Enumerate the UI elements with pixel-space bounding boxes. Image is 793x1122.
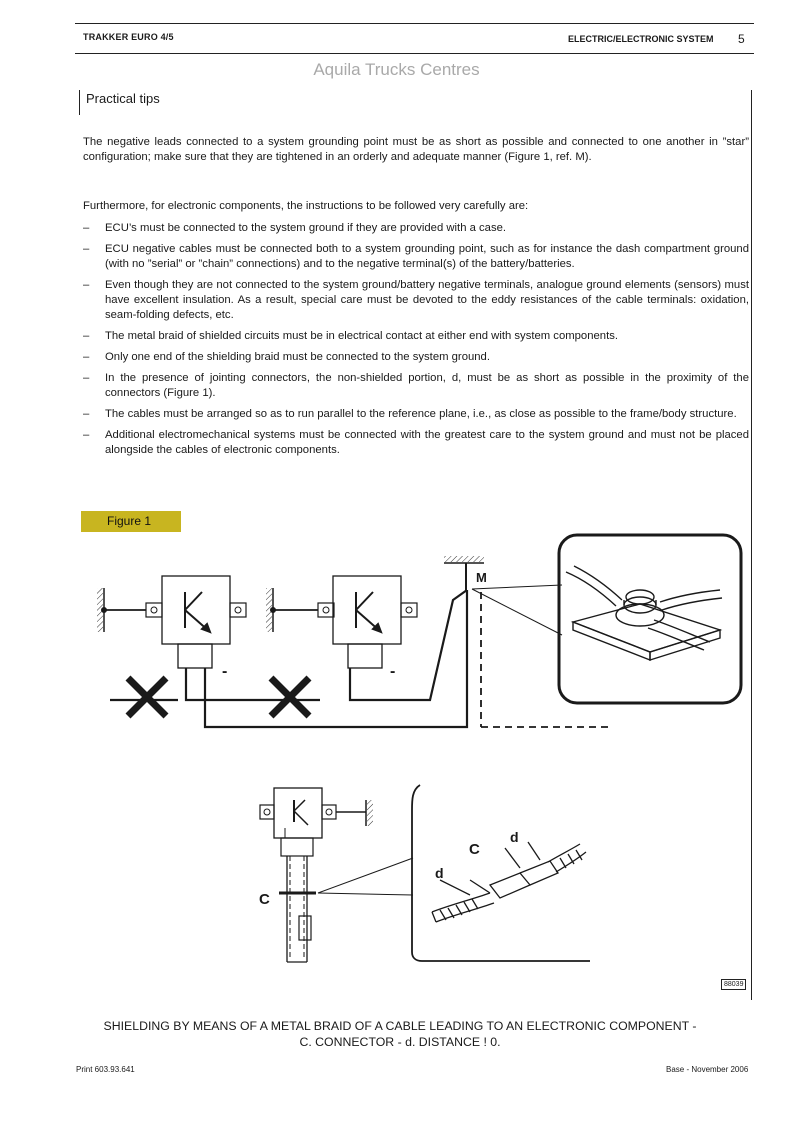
- bullet-dash: –: [83, 429, 90, 441]
- figure-label: Figure 1: [81, 511, 181, 532]
- ref-c-label-detail: C: [469, 841, 480, 858]
- header-doc-title: TRAKKER EURO 4/5: [83, 32, 174, 42]
- footer-print-code: Print 603.93.641: [76, 1065, 135, 1074]
- tip-text: In the presence of jointing connectors, the non-shielded portion, d, must be as short as possible in the proximity of the connectors (Figure 1).: [105, 372, 749, 399]
- ref-d-label-bottom: d: [435, 865, 444, 881]
- minus-sign-1: -: [222, 663, 228, 680]
- watermark: Aquila Trucks Centres: [313, 60, 480, 79]
- no-chain-cross-1: [128, 678, 166, 716]
- ref-m-label: M: [476, 570, 487, 585]
- caption-line-2: C. CONNECTOR - d. DISTANCE ! 0.: [299, 1035, 501, 1049]
- bullet-dash: –: [83, 408, 90, 420]
- bullet-dash: –: [83, 330, 90, 342]
- tip-text: Additional electromechanical systems must be connected with the greatest care to the system ground and must not be placed alongside the cables of electronic components.: [105, 429, 749, 456]
- connector-detail: [432, 842, 586, 922]
- figure-code: 88039: [721, 979, 746, 990]
- ground-hatch-m: [444, 556, 484, 562]
- caption-line-1: SHIELDING BY MEANS OF A METAL BRAID OF A CABLE LEADING TO AN ELECTRONIC COMPONENT -: [103, 1019, 697, 1033]
- tip-text: The cables must be arranged so as to run parallel to the reference plane, i.e., as close as possible to the frame/body structure.: [105, 408, 737, 420]
- ecu-module-2: [318, 576, 417, 668]
- ref-c-label-left: C: [259, 891, 270, 908]
- bullet-dash: –: [83, 243, 90, 255]
- minus-sign-2: -: [390, 663, 396, 680]
- bullet-dash: –: [83, 351, 90, 363]
- page-number: 5: [738, 32, 745, 46]
- footer-edition: Base - November 2006: [666, 1065, 749, 1074]
- header-section-name: ELECTRIC/ELECTRONIC SYSTEM: [568, 34, 714, 44]
- figure-caption: [90, 1018, 710, 1050]
- tip-text: ECU negative cables must be connected both to a system grounding point, such as for instance the dash compartment ground (with no ”serial” or ”chain” connections) and to the negative terminal(s) of the battery/batteries.: [105, 243, 749, 270]
- tip-text: ECU’s must be connected to the system ground if they are provided with a case.: [105, 222, 507, 234]
- ecu-module-1: [146, 576, 246, 668]
- bullet-dash: –: [83, 372, 90, 384]
- tip-text: Even though they are not connected to the system ground/battery negative terminals, analogue ground elements (sensors) must have excellent insulation. As a result, special care must be devoted to the eddy resistances of the cable terminals: oxidation, seam-folding defects, etc.: [105, 279, 749, 321]
- instructions-lead: Furthermore, for electronic components, the instructions to be followed very carefully are:: [83, 200, 529, 212]
- intro-paragraph: The negative leads connected to a system grounding point must be as short as possible and connected to one another in ”star” configuration; make sure that they are tightened in an orderly and adequate manner (Figure 1, ref. M).: [83, 136, 749, 163]
- bullet-dash: –: [83, 222, 90, 234]
- no-chain-cross-2: [271, 678, 309, 716]
- tip-text: Only one end of the shielding braid must be connected to the system ground.: [105, 351, 490, 363]
- ref-d-label-top: d: [510, 829, 519, 845]
- tip-text: The metal braid of shielded circuits must be in electrical contact at either end with system components.: [105, 330, 618, 342]
- section-title: Practical tips: [86, 91, 160, 106]
- shielded-component: [260, 788, 373, 962]
- bullet-dash: –: [83, 279, 90, 291]
